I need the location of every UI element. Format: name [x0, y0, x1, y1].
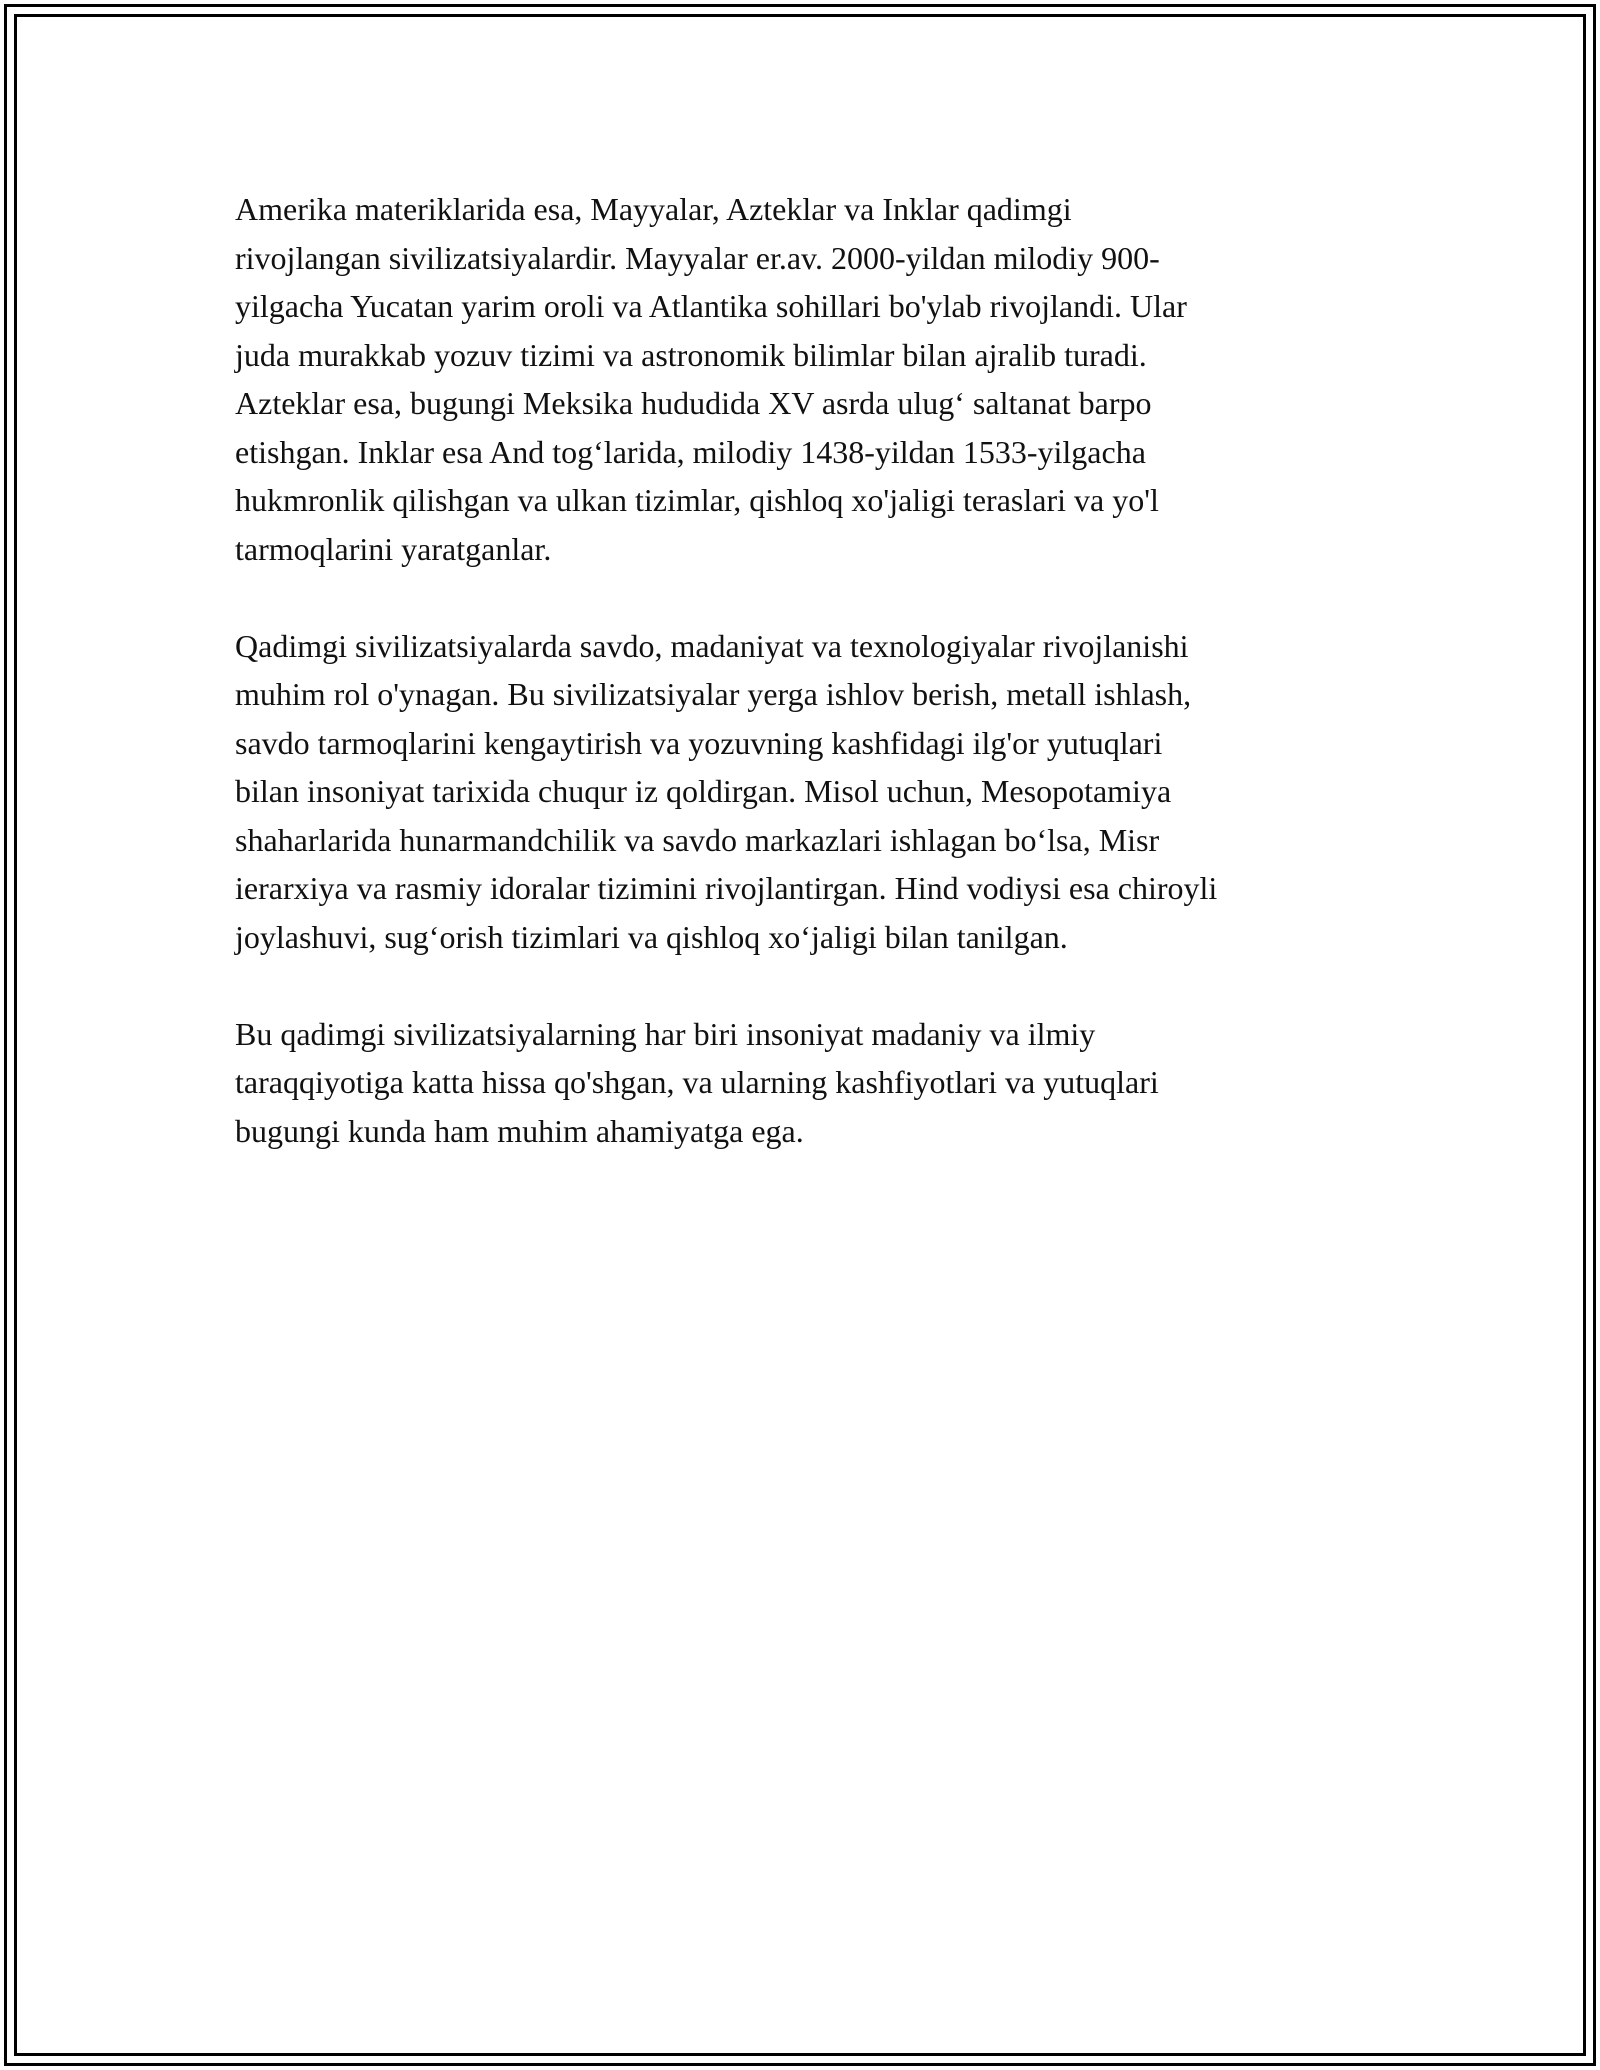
text-line: juda murakkab yozuv tizimi va astronomik bilimlar bilan ajralib turadi. — [235, 336, 1147, 373]
text-line: Bu qadimgi sivilizatsiyalarning har biri insoniyat madaniy va ilmiy — [235, 1015, 1096, 1052]
text-line: muhim rol o'ynagan. Bu sivilizatsiyalar yerga ishlov berish, metall ishlash, — [235, 676, 1192, 712]
text-line: taraqqiyotiga katta hissa qo'shgan, va ularning kashfiyotlari va yutuqlari — [235, 1064, 1159, 1100]
text-line: rivojlangan sivilizatsiyalardir. Mayyalar er.av. 2000-yildan milodiy 900- — [235, 239, 1160, 276]
text-line: tarmoqlarini yaratganlar. — [235, 530, 552, 567]
text-line: Qadimgi sivilizatsiyalarda savdo, madaniyat va texnologiyalar rivojlanishi — [235, 627, 1189, 664]
text-line: Amerika materiklarida esa, Mayyalar, Azteklar va Inklar qadimgi — [235, 191, 1072, 227]
text-line: bilan insoniyat tarixida chuqur iz qoldirgan. Misol uchun, Mesopotamiya — [235, 773, 1172, 809]
text-line: joylashuvi, sug‘orish tizimlari va qishloq xo‘jaligi bilan tanilgan. — [235, 918, 1068, 955]
text-line: hukmronlik qilishgan va ulkan tizimlar, qishloq xo'jaligi teraslari va yo'l — [235, 482, 1159, 518]
paragraph-1 — [235, 185, 1385, 573]
text-line: shaharlarida hunarmandchilik va savdo markazlari ishlagan bo‘lsa, Misr — [235, 821, 1160, 858]
text-line: bugungi kunda ham muhim ahamiyatga ega. — [235, 1112, 804, 1149]
text-line: savdo tarmoqlarini kengaytirish va yozuvning kashfidagi ilg'or yutuqlari — [235, 724, 1163, 761]
text-line: Azteklar esa, bugungi Meksika hududida XV asrda ulug‘ saltanat barpo — [235, 385, 1152, 421]
paragraph-2 — [235, 622, 1385, 962]
document-body — [235, 185, 1385, 1204]
text-line: yilgacha Yucatan yarim oroli va Atlantika sohillari bo'ylab rivojlandi. Ular — [235, 288, 1187, 324]
text-line: ierarxiya va rasmiy idoralar tizimini rivojlantirgan. Hind vodiysi esa chiroyli — [235, 870, 1218, 906]
paragraph-3 — [235, 1010, 1385, 1156]
text-line: etishgan. Inklar esa And tog‘larida, milodiy 1438-yildan 1533-yilgacha — [235, 433, 1146, 470]
